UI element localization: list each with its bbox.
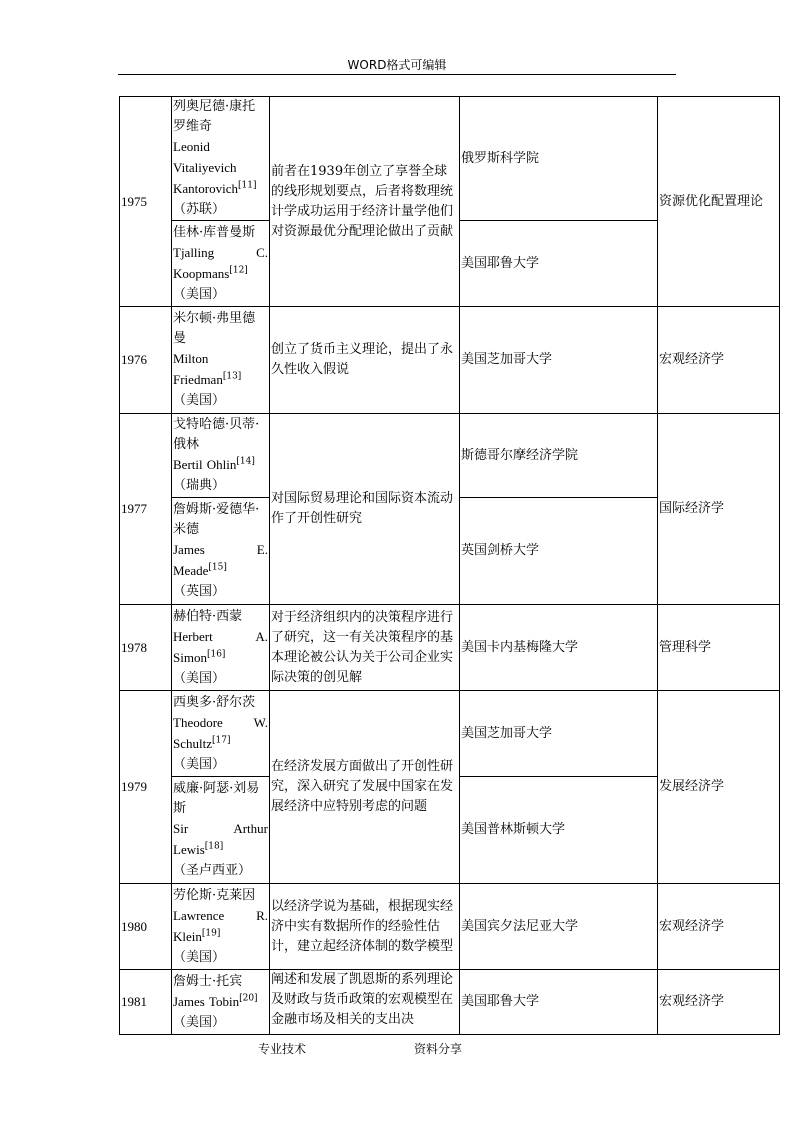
institution-cell: 美国耶鲁大学 bbox=[460, 970, 658, 1035]
laureate-name-zh: 赫伯特·西蒙 bbox=[173, 608, 243, 624]
year-cell: 1976 bbox=[120, 307, 172, 414]
laureate-cell bbox=[172, 307, 270, 414]
laureate-name-en: Leonid bbox=[173, 139, 210, 154]
reference-mark: [17] bbox=[212, 735, 231, 746]
laureate-country: （美国） bbox=[173, 286, 226, 302]
laureate-country: （美国） bbox=[173, 756, 226, 772]
year-cell: 1978 bbox=[120, 605, 172, 691]
laureate-name-en: Klein bbox=[173, 928, 202, 944]
field-cell: 国际经济学 bbox=[658, 414, 780, 605]
contribution-cell: 阐述和发展了凯恩斯的系列理论及财政与货币政策的宏观模型在金融市场及相关的支出决 bbox=[270, 970, 460, 1035]
field-cell: 宏观经济学 bbox=[658, 884, 780, 970]
footer-left: 专业技术 bbox=[258, 1042, 307, 1056]
laureate-name-en: Koopmans bbox=[173, 265, 230, 281]
laureate-name-zh: 劳伦斯·克莱因 bbox=[173, 887, 256, 903]
laureate-name-zh: 威廉·阿瑟·刘易斯 bbox=[173, 781, 260, 816]
laureate-name-en: Tobin bbox=[208, 993, 240, 1009]
institution-cell: 美国卡内基梅隆大学 bbox=[460, 605, 658, 691]
laureate-name-en: E. bbox=[256, 542, 268, 557]
year-cell: 1980 bbox=[120, 884, 172, 970]
laureate-name-en: James bbox=[173, 542, 205, 557]
reference-mark: [11] bbox=[237, 180, 257, 191]
institution-cell: 美国宾夕法尼亚大学 bbox=[460, 884, 658, 970]
laureate-name-en: Kantorovich bbox=[173, 181, 238, 196]
laureate-cell bbox=[172, 605, 270, 691]
laureate-cell bbox=[172, 221, 270, 307]
laureate-name-en: Ohlin bbox=[206, 457, 237, 472]
institution-cell: 美国普林斯顿大学 bbox=[460, 777, 658, 884]
laureate-cell bbox=[172, 777, 270, 884]
contribution-cell: 创立了货币主义理论，提出了永久性收入假说 bbox=[270, 307, 460, 414]
laureate-name-en: Friedman bbox=[173, 372, 223, 387]
laureate-country: （美国） bbox=[173, 949, 226, 965]
institution-cell: 英国剑桥大学 bbox=[460, 498, 658, 605]
laureate-country: （圣卢西亚） bbox=[173, 863, 252, 878]
table-row bbox=[120, 884, 780, 970]
institution-cell: 美国耶鲁大学 bbox=[460, 221, 658, 307]
laureate-name-zh: 列奥尼德·康托罗维奇 bbox=[173, 99, 256, 134]
laureate-name-en: A. bbox=[255, 628, 268, 644]
laureate-cell bbox=[172, 970, 270, 1035]
reference-mark: [19] bbox=[201, 928, 221, 939]
field-cell: 管理科学 bbox=[658, 605, 780, 691]
field-cell: 宏观经济学 bbox=[658, 970, 780, 1035]
table-row bbox=[120, 414, 780, 498]
laureate-name-zh: 西奥多·舒尔茨 bbox=[173, 694, 256, 710]
reference-mark: [15] bbox=[208, 562, 227, 573]
laureate-name-zh: 米尔顿·弗里德曼 bbox=[173, 311, 256, 346]
laureate-name-en: Meade bbox=[173, 563, 209, 578]
year-cell: 1981 bbox=[120, 970, 172, 1035]
laureate-country: （英国） bbox=[173, 584, 226, 599]
laureate-name-zh: 戈特哈德·贝蒂·俄林 bbox=[173, 417, 260, 452]
laureate-name-en: Sir bbox=[173, 821, 189, 836]
table-row bbox=[120, 970, 780, 1035]
table-row bbox=[120, 605, 780, 691]
laureate-name-en: C. bbox=[256, 244, 268, 260]
table-row bbox=[120, 307, 780, 414]
reference-mark: [16] bbox=[206, 649, 226, 660]
laureate-cell bbox=[172, 97, 270, 221]
contribution-cell: 对国际贸易理论和国际资本流动作了开创性研究 bbox=[270, 414, 460, 605]
institution-cell: 美国芝加哥大学 bbox=[460, 307, 658, 414]
reference-mark: [13] bbox=[222, 371, 242, 382]
laureate-country: （美国） bbox=[173, 393, 226, 408]
laureate-name-en: Lawrence bbox=[173, 907, 225, 923]
laureate-name-zh: 詹姆斯·爱德华·米德 bbox=[173, 502, 260, 537]
laureate-country: （美国） bbox=[173, 1014, 226, 1030]
laureate-name-en: James bbox=[173, 993, 205, 1009]
contribution-cell: 对于经济组织内的决策程序进行了研究，这一有关决策程序的基本理论被公认为关于公司企业实际决策的创见解 bbox=[270, 605, 460, 691]
laureate-name-en: Schultz bbox=[173, 735, 212, 751]
laureate-name-en: R. bbox=[256, 907, 268, 923]
contribution-cell: 前者在1939年创立了享誉全球的线形规划要点，后者将数理统计学成功运用于经济计量学他们对资源最优分配理论做出了贡献 bbox=[270, 97, 460, 307]
footer-right: 资料分享 bbox=[414, 1042, 463, 1056]
table-row bbox=[120, 97, 780, 221]
laureate-cell bbox=[172, 414, 270, 498]
laureate-name-en: Milton bbox=[173, 351, 209, 366]
laureate-name-en: Bertil bbox=[173, 457, 203, 472]
field-cell: 发展经济学 bbox=[658, 691, 780, 884]
laureate-cell bbox=[172, 884, 270, 970]
laureate-cell bbox=[172, 498, 270, 605]
laureate-name-en: Vitaliyevich bbox=[173, 160, 237, 175]
field-cell: 资源优化配置理论 bbox=[658, 97, 780, 307]
table-row bbox=[120, 691, 780, 777]
laureate-name-zh: 佳林·库普曼斯 bbox=[173, 224, 256, 240]
laureate-name-en: Herbert bbox=[173, 628, 213, 644]
institution-cell: 俄罗斯科学院 bbox=[460, 97, 658, 221]
reference-mark: [14] bbox=[236, 456, 255, 467]
laureate-name-en: Tjalling bbox=[173, 244, 215, 260]
reference-mark: [20] bbox=[239, 993, 258, 1004]
contribution-cell: 在经济发展方面做出了开创性研究，深入研究了发展中国家在发展经济中应特别考虑的问题 bbox=[270, 691, 460, 884]
year-cell: 1979 bbox=[120, 691, 172, 884]
laureate-name-en: Lewis bbox=[173, 842, 205, 857]
laureates-table bbox=[119, 96, 780, 1035]
laureate-name-zh: 詹姆士·托宾 bbox=[173, 973, 243, 989]
contribution-cell: 以经济学说为基础，根据现实经济中实有数据所作的经验性估计，建立起经济体制的数学模型 bbox=[270, 884, 460, 970]
year-cell: 1977 bbox=[120, 414, 172, 605]
laureate-name-en: Arthur bbox=[233, 821, 268, 836]
laureate-country: （瑞典） bbox=[173, 478, 226, 493]
laureate-country: （苏联） bbox=[173, 202, 226, 217]
page-header: WORD格式可编辑 bbox=[347, 58, 447, 72]
laureate-cell bbox=[172, 691, 270, 777]
laureate-country: （美国） bbox=[173, 670, 226, 686]
reference-mark: [12] bbox=[229, 265, 248, 276]
laureate-name-en: W. bbox=[253, 714, 268, 730]
institution-cell: 斯德哥尔摩经济学院 bbox=[460, 414, 658, 498]
year-cell: 1975 bbox=[120, 97, 172, 307]
laureate-name-en: Theodore bbox=[173, 714, 223, 730]
institution-cell: 美国芝加哥大学 bbox=[460, 691, 658, 777]
laureate-name-en: Simon bbox=[173, 649, 207, 665]
header-rule bbox=[118, 74, 676, 75]
reference-mark: [18] bbox=[204, 841, 224, 852]
field-cell: 宏观经济学 bbox=[658, 307, 780, 414]
